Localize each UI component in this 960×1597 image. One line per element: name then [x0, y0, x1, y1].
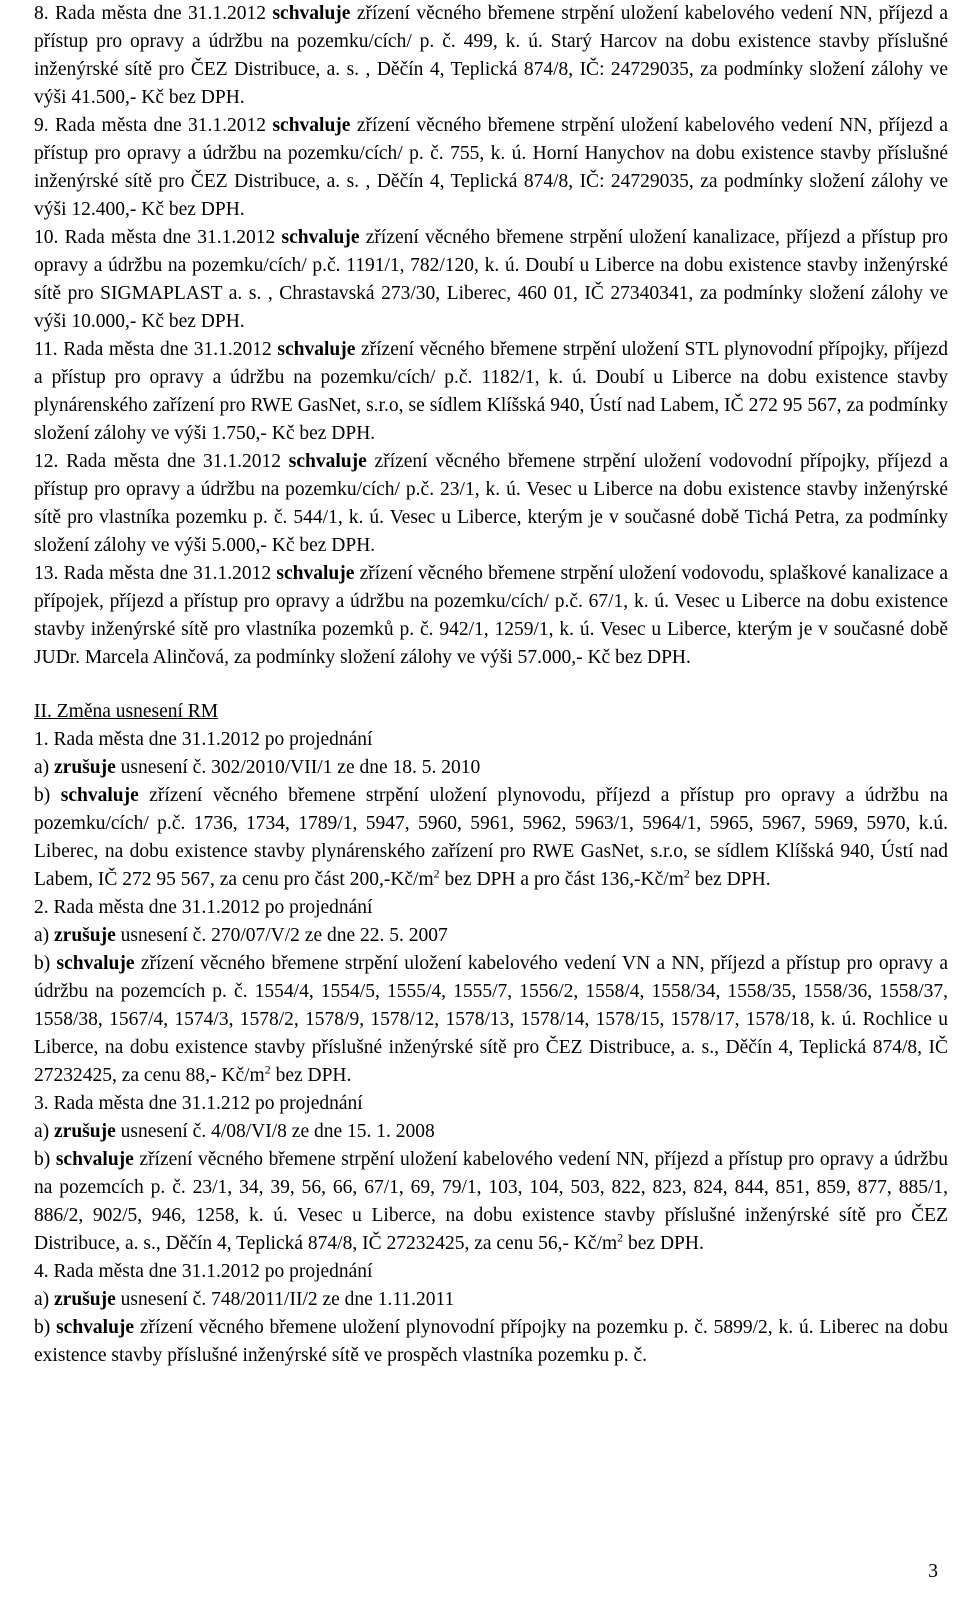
item-intro: 12. Rada města dne 31.1.2012 — [34, 451, 289, 472]
item-intro: 10. Rada města dne 31.1.2012 — [34, 227, 282, 248]
spacer — [34, 672, 948, 698]
sub-label: b) — [34, 785, 61, 806]
resolution-item-13 — [34, 560, 948, 672]
item-intro: 9. Rada města dne 31.1.2012 — [34, 115, 273, 136]
sub-text: usnesení č. 302/2010/VII/1 ze dne 18. 5. 2010 — [115, 757, 481, 778]
sub-label: b) — [34, 953, 57, 974]
sub-text: usnesení č. 748/2011/II/2 ze dne 1.11.2011 — [115, 1289, 455, 1310]
superscript: 2 — [683, 866, 690, 881]
change-2-approve — [34, 950, 948, 1090]
change-3-cancel — [34, 1118, 948, 1146]
sub-verb: zrušuje — [54, 1121, 116, 1142]
sub-label: a) — [34, 757, 55, 778]
sub-text: bez DPH. — [270, 1065, 352, 1086]
document-body — [34, 0, 948, 1370]
sub-text: zřízení věcného břemene strpění uložení kabelového vedení VN a NN, příjezd a přístup pro opravy a údržbu na pozemcích p. č. 1554/4, 1554/5, 1555/4, 1555/7, 1556/2, 1558/4, 1558/34, 1558/35, 1558/36, 1558/37, 1558/38, 1567/4, 1574/3, 1578/2, 1578/9, 1578/12, 1578/13, 1578/14, 1578/15, 1578/17, 1578/18, k. ú. Rochlice u Liberce, na dobu existence stavby příslušné inženýrské sítě pro ČEZ Distribuce, a. s., Děčín 4, Teplická 874/8, IČ 27232425, za cenu 88,- Kč/m — [34, 953, 948, 1086]
superscript: 2 — [433, 866, 440, 881]
item-text: zřízení věcného břemene strpění uložení kabelového vedení NN, příjezd a přístup pro opravy a údržbu na pozemku/cích/ p. č. 499, k. ú. Starý Harcov na dobu existence stavby příslušné inženýrské sítě pro ČEZ Distribuce, a. s. , Děčín 4, Teplická 874/8, IČ: 24729035, za podmínky složení zálohy ve výši 41.500,- Kč bez DPH. — [34, 3, 948, 108]
sub-verb: zrušuje — [54, 925, 116, 946]
item-intro: 13. Rada města dne 31.1.2012 — [34, 563, 277, 584]
change-4-cancel — [34, 1286, 948, 1314]
superscript: 2 — [264, 1062, 271, 1077]
resolution-item-11 — [34, 336, 948, 448]
sub-verb: zrušuje — [54, 1289, 116, 1310]
superscript: 2 — [617, 1230, 624, 1245]
change-1-cancel — [34, 754, 948, 782]
sub-verb: schvaluje — [55, 1149, 134, 1170]
resolution-item-9 — [34, 112, 948, 224]
sub-text: bez DPH. — [623, 1233, 704, 1254]
item-verb: schvaluje — [272, 115, 351, 136]
change-4-intro: 4. Rada města dne 31.1.2012 po projednání — [34, 1261, 373, 1282]
change-2-intro: 2. Rada města dne 31.1.2012 po projednání — [34, 897, 373, 918]
change-1-approve — [34, 782, 948, 894]
sub-text: usnesení č. 4/08/VI/8 ze dne 15. 1. 2008 — [115, 1121, 435, 1142]
item-verb: schvaluje — [281, 227, 360, 248]
sub-text: bez DPH. — [689, 869, 771, 890]
sub-text: zřízení věcného břemene uložení plynovodní přípojky na pozemku p. č. 5899/2, k. ú. Liberec na dobu existence stavby příslušné inženýrské sítě ve prospěch vlastníka pozemku p. č. — [34, 1317, 948, 1366]
resolution-item-10 — [34, 224, 948, 336]
resolution-item-12 — [34, 448, 948, 560]
resolution-item-8 — [34, 0, 948, 112]
change-3-intro: 3. Rada města dne 31.1.212 po projednání — [34, 1093, 363, 1114]
item-text: zřízení věcného břemene strpění uložení vodovodní přípojky, příjezd a přístup pro opravy a údržbu na pozemku/cích/ p.č. 23/1, k. ú. Vesec u Liberce na dobu existence stavby inženýrské sítě pro vlastníka pozemku p. č. 544/1, k. ú. Vesec u Liberce, kterým je v současné době Tichá Petra, za podmínky složení zálohy ve výši 5.000,- Kč bez DPH. — [34, 451, 948, 556]
sub-text: bez DPH a pro část 136,-Kč/m — [439, 869, 684, 890]
change-1-intro: 1. Rada města dne 31.1.2012 po projednání — [34, 729, 373, 750]
change-4-approve — [34, 1314, 948, 1370]
item-text: zřízení věcného břemene strpění uložení kanalizace, příjezd a přístup pro opravy a údržbu na pozemku/cích/ p.č. 1191/1, 782/120, k. ú. Doubí u Liberce na dobu existence stavby inženýrské sítě pro SIGMAPLAST a. s. , Chrastavská 273/30, Liberec, 460 01, IČ 27340341, za podmínky složení zálohy ve výši 10.000,- Kč bez DPH. — [34, 227, 948, 332]
sub-verb: schvaluje — [56, 1317, 135, 1338]
sub-label: b) — [34, 1149, 56, 1170]
item-text: zřízení věcného břemene strpění uložení STL plynovodní přípojky, příjezd a přístup pro opravy a údržbu na pozemku/cích/ p.č. 1182/1, k. ú. Doubí u Liberce na dobu existence stavby plynárenského zařízení pro RWE GasNet, s.r.o, se sídlem Klíšská 940, Ústí nad Labem, IČ 272 95 567, za podmínky složení zálohy ve výši 1.750,- Kč bez DPH. — [34, 339, 948, 444]
item-text: zřízení věcného břemene strpění uložení kabelového vedení NN, příjezd a přístup pro opravy a údržbu na pozemku/cích/ p. č. 755, k. ú. Horní Hanychov na dobu existence stavby příslušné inženýrské sítě pro ČEZ Distribuce, a. s. , Děčín 4, Teplická 874/8, IČ: 24729035, za podmínky složení zálohy ve výši 12.400,- Kč bez DPH. — [34, 115, 948, 220]
sub-text: usnesení č. 270/07/V/2 ze dne 22. 5. 2007 — [115, 925, 448, 946]
page-number: 3 — [928, 1561, 938, 1582]
item-intro: 11. Rada města dne 31.1.2012 — [34, 339, 278, 360]
change-3-approve — [34, 1146, 948, 1258]
item-text: zřízení věcného břemene strpění uložení vodovodu, splaškové kanalizace a přípojek, příjezd a přístup pro opravy a údržbu na pozemku/cích/ p.č. 67/1, k. ú. Vesec u Liberce na dobu existence stavby inženýrské sítě pro vlastníka pozemků p. č. 942/1, 1259/1, k. ú. Vesec u Liberce, kterým je v současné době JUDr. Marcela Alinčová, za podmínky složení zálohy ve výši 57.000,- Kč bez DPH. — [34, 563, 948, 668]
item-verb: schvaluje — [277, 339, 356, 360]
section-heading: II. Změna usnesení RM — [34, 701, 219, 722]
sub-verb: schvaluje — [56, 953, 135, 974]
sub-verb: zrušuje — [54, 757, 116, 778]
sub-verb: schvaluje — [60, 785, 139, 806]
item-intro: 8. Rada města dne 31.1.2012 — [34, 3, 273, 24]
sub-text: zřízení věcného břemene strpění uložení kabelového vedení NN, příjezd a přístup pro opravy a údržbu na pozemcích p. č. 23/1, 34, 39, 56, 66, 67/1, 69, 79/1, 103, 104, 503, 822, 823, 824, 844, 851, 859, 877, 885/1, 886/2, 902/5, 946, 1258, k. ú. Vesec u Liberce, na dobu existence stavby příslušné inženýrské sítě pro ČEZ Distribuce, a. s., Děčín 4, Teplická 874/8, IČ 27232425, za cenu 56,- Kč/m — [34, 1149, 948, 1254]
sub-label: a) — [34, 1289, 55, 1310]
sub-text: zřízení věcného břemene strpění uložení plynovodu, příjezd a přístup pro opravy a údržbu na pozemku/cích/ p.č. 1736, 1734, 1789/1, 5947, 5960, 5961, 5962, 5963/1, 5964/1, 5965, 5967, 5969, 5970, k.ú. Liberec, na dobu existence stavby plynárenského zařízení pro RWE GasNet, s.r.o, se sídlem Klíšská 940, Ústí nad Labem, IČ 272 95 567, za cenu pro část 200,-Kč/m — [34, 785, 948, 890]
sub-label: b) — [34, 1317, 57, 1338]
item-verb: schvaluje — [288, 451, 367, 472]
sub-label: a) — [34, 925, 55, 946]
item-verb: schvaluje — [272, 3, 351, 24]
item-verb: schvaluje — [276, 563, 355, 584]
change-2-cancel — [34, 922, 948, 950]
sub-label: a) — [34, 1121, 55, 1142]
